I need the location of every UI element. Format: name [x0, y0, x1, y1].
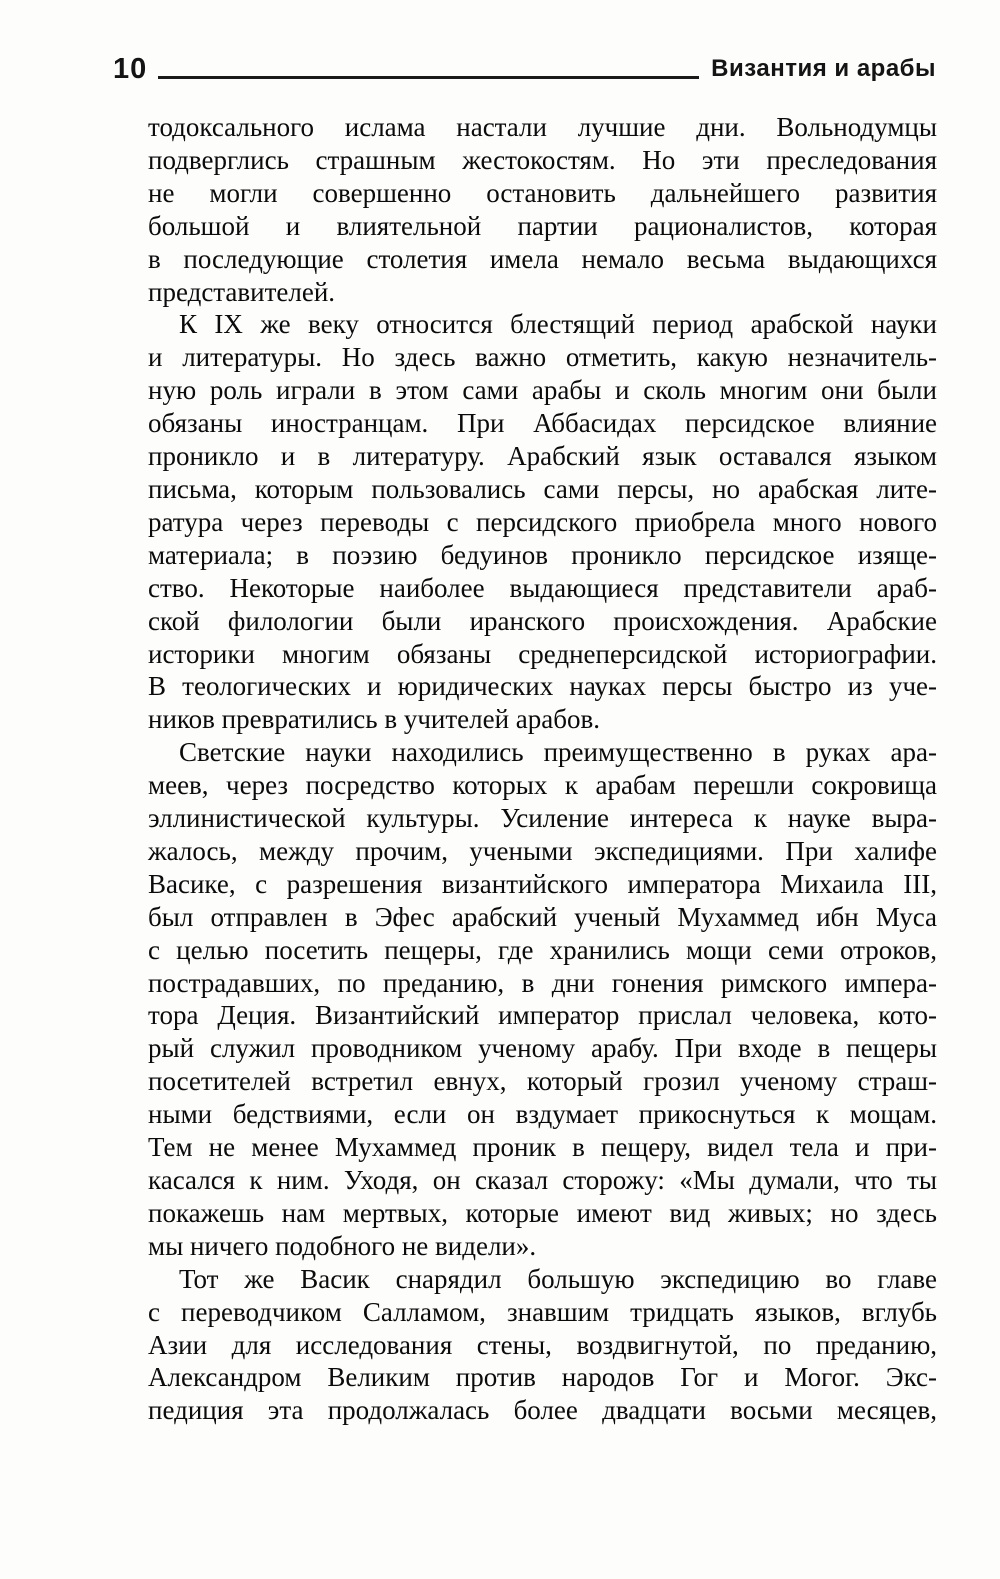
text-line: представителей. [148, 276, 336, 307]
page-body [148, 111, 937, 1427]
text-line: в последующие столетия имела немало весьма выдающихся [148, 243, 937, 274]
text-line: ную роль играли в этом сами арабы и сколь многим они были [148, 375, 937, 406]
text-line: педиция эта продолжалась более двадцати восьми месяцев, [148, 1395, 937, 1426]
text-line: с целью посетить пещеры, где хранились мощи семи отроков, [148, 934, 937, 965]
header-rule [158, 76, 699, 79]
text-line: подверглись страшным жестокостям. Но эти преследования [148, 144, 937, 175]
running-header [113, 54, 936, 84]
text-line: не могли совершенно остановить дальнейшего развития [148, 177, 937, 208]
text-line: материала; в поэзию бедуинов проникло персидское изяще- [148, 539, 937, 570]
text-line: ными бедствиями, если он вздумает прикоснуться к мощам. [148, 1099, 937, 1130]
text-line: тора Деция. Византийский император прислал человека, кото- [148, 1000, 937, 1031]
paragraph [148, 308, 937, 736]
text-line: эллинистической культуры. Усиление интереса к науке выра- [148, 803, 937, 834]
text-line: Тот же Васик снарядил большую экспедицию во главе [179, 1263, 937, 1294]
paragraph [148, 1263, 937, 1428]
text-line: ство. Некоторые наиболее выдающиеся представители араб- [148, 572, 937, 603]
text-line: Александром Великим против народов Гог и Могог. Экс- [148, 1362, 937, 1393]
text-line: Азии для исследования стены, воздвигнутой, по преданию, [148, 1329, 937, 1360]
text-line: и литературы. Но здесь важно отметить, какую незначитель- [148, 342, 937, 373]
text-line: ратура через переводы с персидского приобрела много нового [148, 506, 937, 537]
text-line: пострадавших, по преданию, в дни гонения римского импера- [148, 967, 937, 998]
text-line: В теологических и юридических науках персы быстро из уче- [148, 671, 937, 702]
text-line: меев, через посредство которых к арабам перешли сокровища [148, 770, 937, 801]
text-line: историки многим обязаны среднеперсидской историографии. [148, 638, 937, 669]
text-line: письма, которым пользовались сами персы, но арабская лите- [148, 473, 937, 504]
text-line: Тем не менее Мухаммед проник в пещеру, видел тела и при- [148, 1132, 937, 1163]
text-line: проникло и в литературу. Арабский язык оставался языком [148, 441, 937, 472]
text-line: посетителей встретил евнух, который грозил ученому страш- [148, 1066, 937, 1097]
text-line: касался к ним. Уходя, он сказал сторожу: «Мы думали, что ты [148, 1165, 937, 1195]
text-line: Светские науки находились преимущественно в руках ара- [179, 737, 937, 768]
text-line: большой и влиятельной партии рационалистов, которая [148, 210, 937, 241]
paragraph [148, 736, 937, 1263]
text-line: обязаны иностранцам. При Аббасидах персидское влияние [148, 408, 937, 439]
running-title: Византия и арабы [711, 55, 936, 82]
text-line: К IX же веку относится блестящий период арабской науки [179, 309, 937, 340]
text-line: жалось, между прочим, учеными экспедициями. При халифе [148, 835, 937, 866]
text-line: Васике, с разрешения византийского императора Михаила III, [148, 868, 937, 899]
text-line: рый служил проводником ученому арабу. При входе в пещеры [148, 1033, 937, 1064]
paragraph [148, 111, 937, 308]
text-line: ников превратились в учителей арабов. [148, 704, 600, 735]
text-line: мы ничего подобного не видели». [148, 1230, 537, 1261]
text-line: был отправлен в Эфес арабский ученый Мухаммед ибн Муса [148, 901, 937, 932]
page-number: 10 [113, 53, 148, 85]
text-line: с переводчиком Салламом, знавшим тридцать языков, вглубь [148, 1296, 937, 1327]
text-line: ской филологии были иранского происхождения. Арабские [148, 605, 937, 636]
text-line: тодоксального ислама настали лучшие дни. Вольнодумцы [148, 112, 937, 142]
text-line: покажешь нам мертвых, которые имеют вид живых; но здесь [148, 1197, 937, 1228]
